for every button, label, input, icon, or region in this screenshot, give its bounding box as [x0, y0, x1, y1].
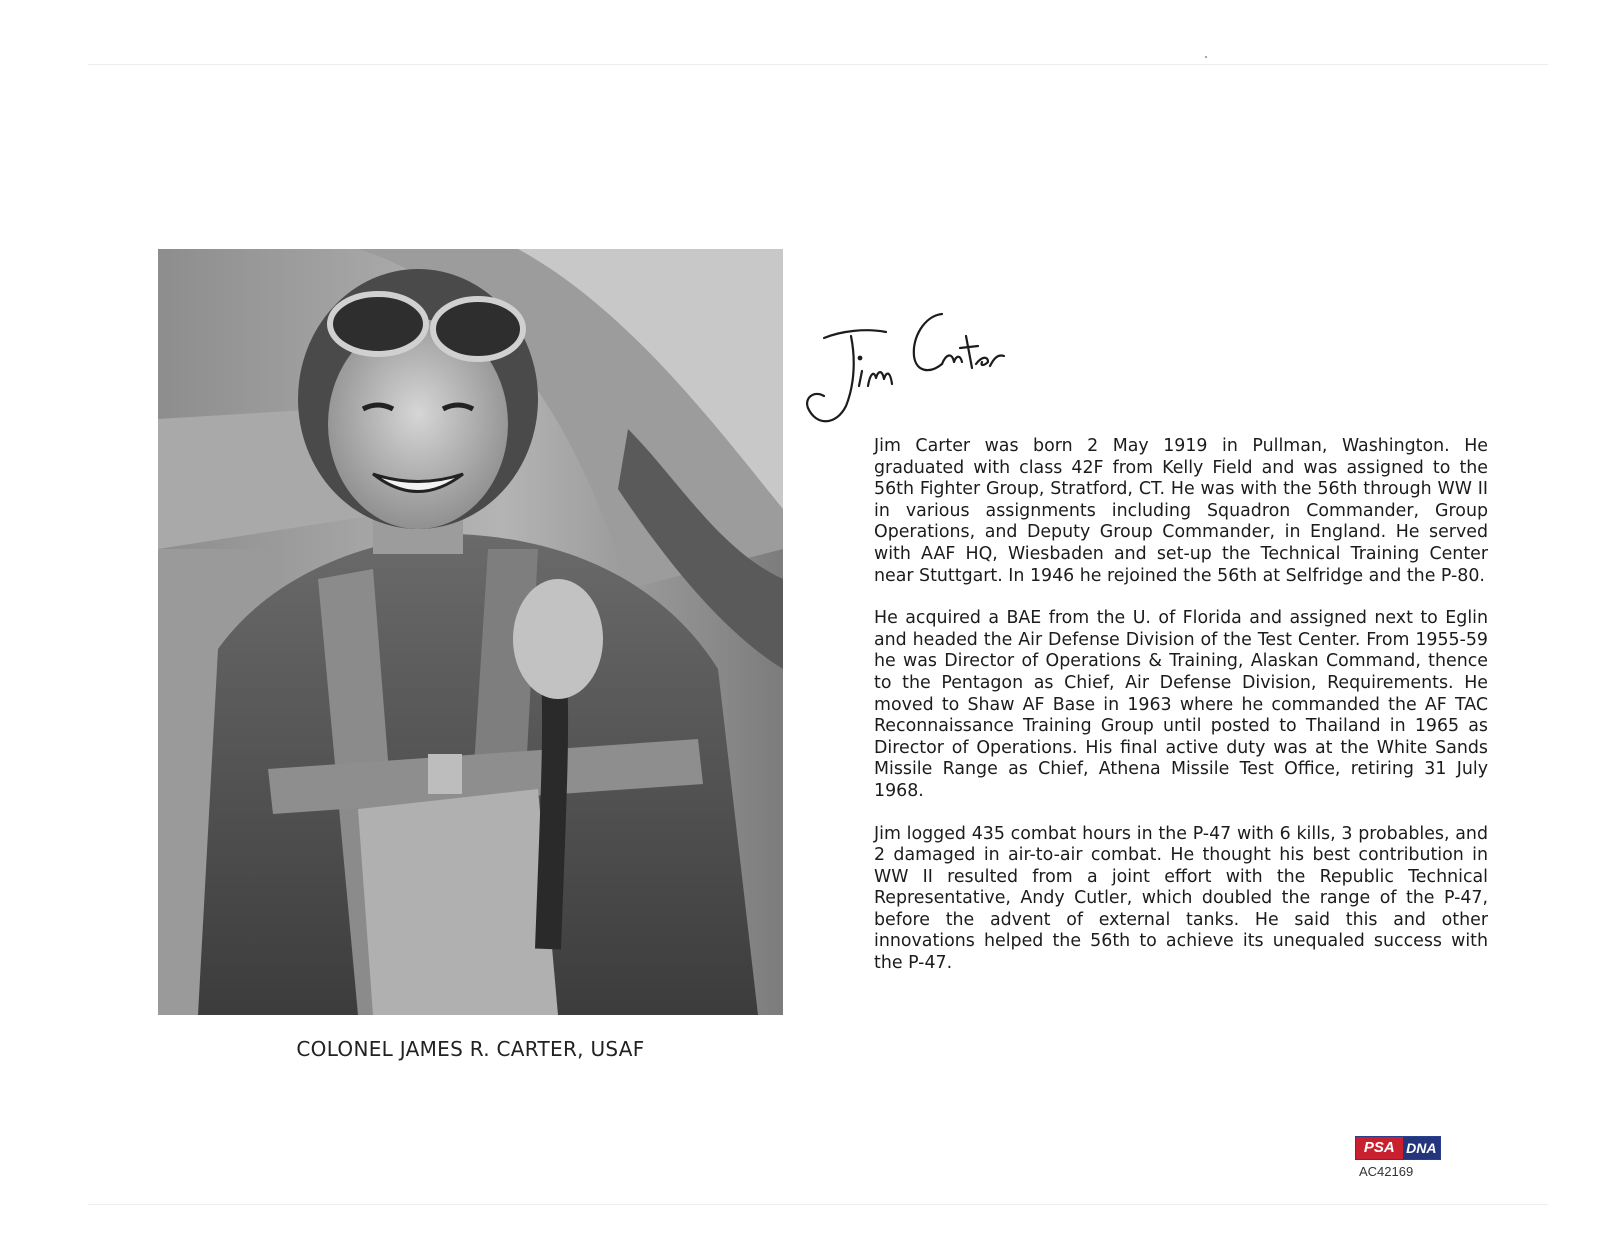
bio-paragraph-3: Jim logged 435 combat hours in the P-47 with 6 kills, 3 probables, and 2 damaged in air-to-air combat. He thought his best contribution in WW II resulted from a joint effort with the Republic Technical Representative, Andy Cutler, which doubled the range of the P-47, before the advent of external tanks. He said this and other innovations helped the 56th to achieve its unequaled success with the P-47.	[874, 823, 1488, 974]
psa-dna-logo	[1355, 1136, 1441, 1160]
dna-logo-text: DNA	[1403, 1137, 1440, 1159]
authentication-sticker	[1355, 1136, 1465, 1184]
page-edge-bottom	[88, 1204, 1548, 1205]
biography-text	[874, 436, 1488, 996]
bio-paragraph-1: Jim Carter was born 2 May 1919 in Pullman, Washington. He graduated with class 42F from Kelly Field and was assigned to the 56th Fighter Group, Stratford, CT. He was with the 56th through WW II in various assignments including Squadron Commander, Group Operations, and Deputy Group Commander, in England. He served with AAF HQ, Wiesbaden and set-up the Technical Training Center near Stuttgart. In 1946 he rejoined the 56th at Selfridge and the P-80.	[874, 436, 1488, 586]
signature-icon	[796, 276, 1036, 446]
psa-logo-text: PSA	[1356, 1137, 1403, 1159]
page-edge-top	[88, 64, 1548, 65]
bio-paragraph-2: He acquired a BAE from the U. of Florida and assigned next to Eglin and headed the Air Defense Division of the Test Center. From 1955-59 he was Director of Operations & Training, Alaskan Command, thence to the Pentagon as Chief, Air Defense Division, Requirements. He moved to Shaw AF Base in 1963 where he commanded the AF TAC Reconnaissance Training Group until posted to Thailand in 1965 as Director of Operations. His final active duty was at the White Sands Missile Range as Chief, Athena Missile Test Office, retiring 31 July 1968.	[874, 608, 1488, 801]
paper-speck	[1205, 56, 1207, 58]
portrait-photo-image	[158, 249, 783, 1015]
portrait-photo	[158, 249, 783, 1015]
photo-caption: COLONEL JAMES R. CARTER, USAF	[296, 1037, 645, 1061]
autograph-signature	[796, 276, 1036, 446]
authentication-code: AC42169	[1359, 1164, 1414, 1179]
